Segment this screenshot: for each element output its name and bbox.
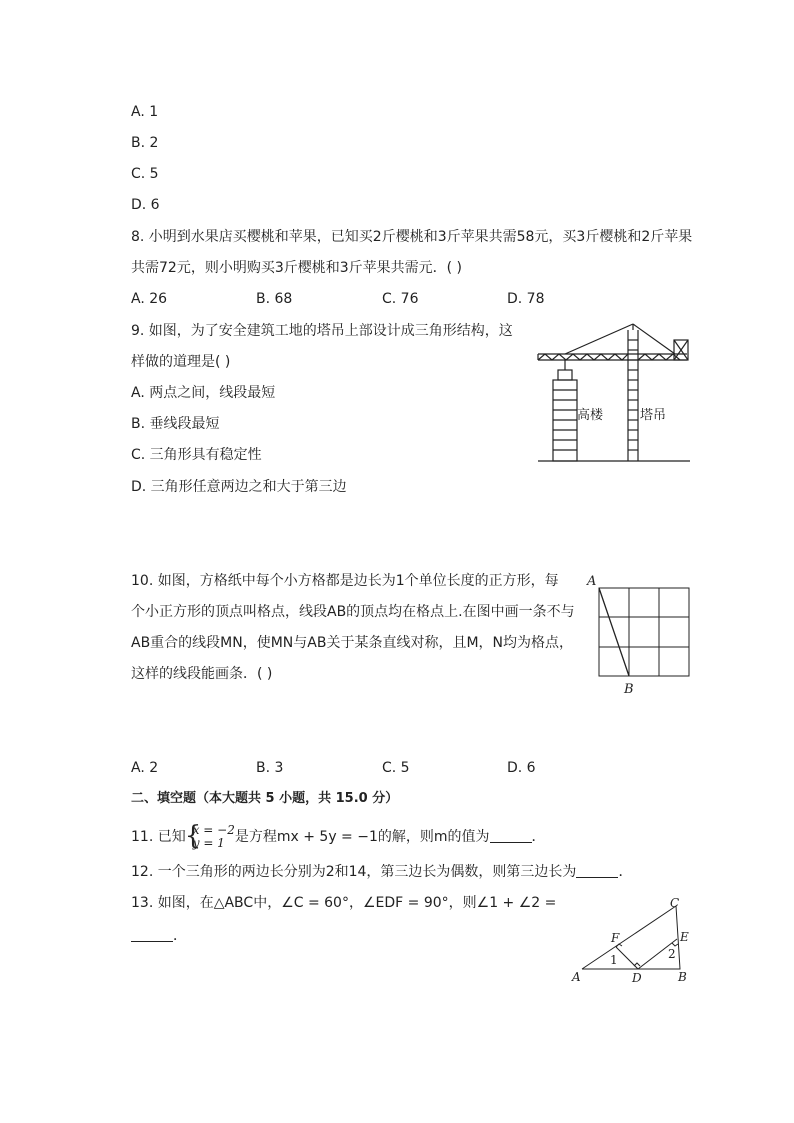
q9-option-c: C. 三角形具有稳定性 <box>131 447 262 463</box>
q10-options <box>131 758 561 778</box>
q10-option-b: B. 3 <box>256 760 284 776</box>
q13-label-f: F <box>611 931 620 945</box>
q10-option-d: D. 6 <box>507 760 536 776</box>
q8-options <box>131 289 561 309</box>
q12-tail: ． <box>618 864 633 880</box>
q13-label-d: D <box>632 971 642 985</box>
q9-stem-line1: 9. 如图，为了安全建筑工地的塔吊上部设计成三角形结构，这 <box>131 323 513 339</box>
q13-tail: ． <box>173 928 187 944</box>
q11 <box>131 821 546 851</box>
q7-option-b: B. 2 <box>131 135 159 151</box>
q10-stem-line1: 10. 如图，方格纸中每个小方格都是边长为1个单位长度的正方形，每 <box>131 573 559 589</box>
q13-stem: 13. 如图，在△ABC中，∠C = 60°，∠EDF = 90°，则∠1 + ∠2 = <box>131 895 557 911</box>
q8-option-a: A. 26 <box>131 291 168 307</box>
q9-building-label: 高楼 <box>577 408 604 423</box>
q7-option-a: A. 1 <box>131 104 159 120</box>
q8-stem-line1: 8. 小明到水果店买樱桃和苹果，已知买2斤樱桃和3斤苹果共需58元，买3斤樱桃和2斤苹果 <box>131 229 693 245</box>
q7-option-c: C. 5 <box>131 166 159 182</box>
q10-stem-line2: 个小正方形的顶点叫格点，线段AB的顶点均在格点上.在图中画一条不与 <box>131 604 575 620</box>
q9-stem-line2: 样做的道理是( ) <box>131 354 231 370</box>
section2-heading: 二、填空题（本大题共 5 小题，共 15.0 分） <box>131 791 399 806</box>
q10-option-a: A. 2 <box>131 760 159 776</box>
q9-option-a: A. 两点之间，线段最短 <box>131 385 276 401</box>
q10-stem-line3: AB重合的线段MN，使MN与AB关于某条直线对称，且M，N均为格点， <box>131 635 574 651</box>
q11-answer-blank[interactable] <box>490 828 532 843</box>
q11-eq1: x = −2 <box>192 823 235 837</box>
q13-label-2: 2 <box>668 947 676 961</box>
q10-stem-line4: 这样的线段能画条．( ) <box>131 666 273 682</box>
q11-text: 是方程mx + 5y = −1的解，则m的值为 <box>234 829 490 845</box>
q8-option-c: C. 76 <box>382 291 419 307</box>
q9-crane-figure <box>535 322 695 467</box>
q10-label-b: B <box>624 682 634 696</box>
q11-eq2: y = 1 <box>192 836 225 850</box>
q13-label-b: B <box>678 970 687 984</box>
q11-tail: ． <box>531 829 546 845</box>
q10-option-c: C. 5 <box>382 760 410 776</box>
q13-label-1: 1 <box>610 953 618 967</box>
q10-grid-figure <box>584 572 694 696</box>
q13-label-a: A <box>572 970 581 984</box>
q13-label-c: C <box>670 896 680 910</box>
q13-label-e: E <box>680 930 689 944</box>
q8-option-d: D. 78 <box>507 291 545 307</box>
q7-option-d: D. 6 <box>131 197 160 213</box>
q9-option-d: D. 三角形任意两边之和大于第三边 <box>131 479 347 495</box>
q12 <box>131 862 632 882</box>
q8-option-b: B. 68 <box>256 291 293 307</box>
q11-number: 11. 已知 <box>131 829 186 845</box>
q13-answer-blank[interactable] <box>131 927 173 942</box>
q11-equation-system: { x = −2 y = 1 <box>184 821 235 851</box>
q10-label-a: A <box>587 574 597 589</box>
q13-triangle-figure <box>566 894 696 986</box>
q12-text: 12. 一个三角形的两边长分别为2和14，第三边长为偶数，则第三边长为 <box>131 864 577 880</box>
q8-stem-line2: 共需72元，则小明购买3斤樱桃和3斤苹果共需元．( ) <box>131 260 463 276</box>
q9-crane-label: 塔吊 <box>640 408 667 423</box>
q9-option-b: B. 垂线段最短 <box>131 416 220 432</box>
q12-answer-blank[interactable] <box>576 863 618 878</box>
q13-answer-line <box>131 926 187 946</box>
